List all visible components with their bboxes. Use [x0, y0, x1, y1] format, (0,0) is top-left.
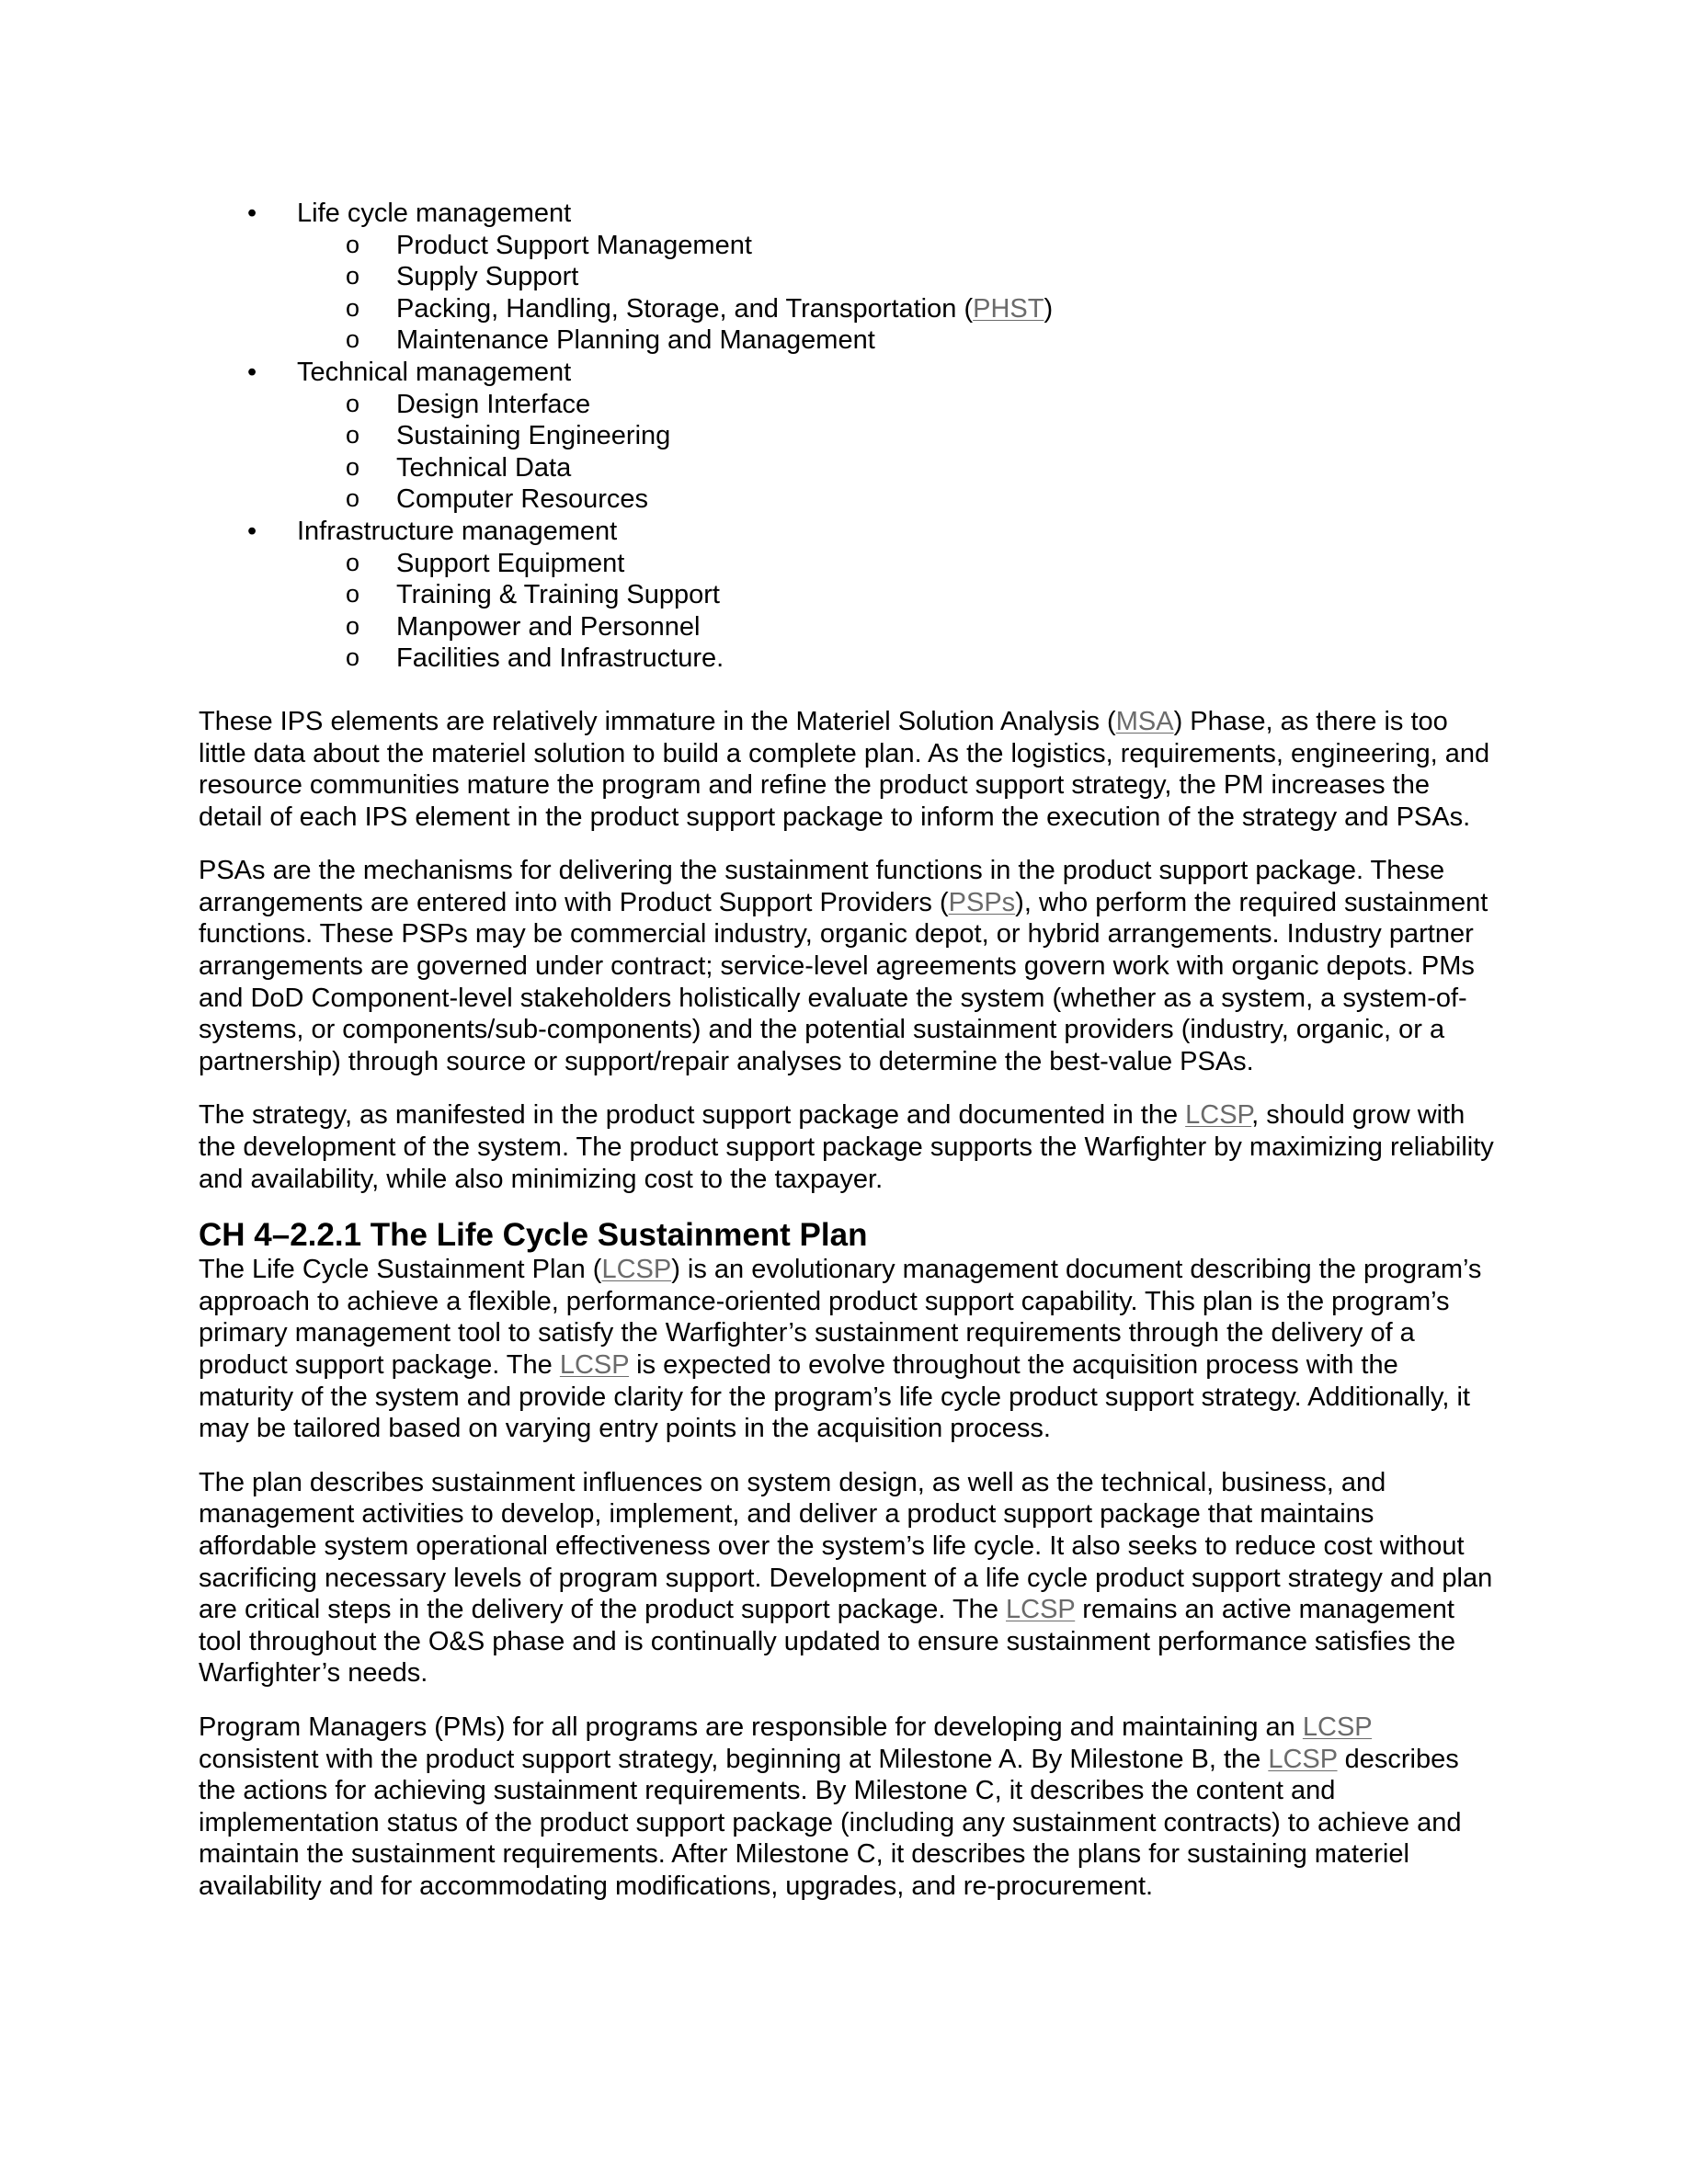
sub-bullet-icon: o [346, 293, 360, 322]
paragraph-text: describes the actions for achieving sustainment requirements. By Milestone C, it describes the content and implementation status of the product support package (including any sustainment contracts) to achieve and maintain the sustainment requirements. After Milestone C, it describes the plans for sustaining materiel availability and for accommodating modifications, upgrades, and re-procurement. [199, 1744, 1462, 1901]
sub-bullet-icon: o [346, 643, 360, 672]
sub-item-text: Supply Support [396, 262, 579, 292]
sub-item-text: ) [1044, 293, 1054, 324]
paragraph-strategy [199, 1099, 1495, 1195]
bullet-label: Technical management [297, 357, 572, 387]
sub-item-text: Product Support Management [396, 230, 752, 260]
bullet-label: Infrastructure management [297, 516, 618, 546]
paragraph-text: Program Managers (PMs) for all programs are responsible for developing and maintaining an [199, 1712, 1303, 1742]
sub-item [297, 643, 1495, 675]
bullet-label: Life cycle management [297, 199, 572, 228]
sub-item-text: Computer Resources [396, 484, 648, 515]
sub-item [297, 261, 1495, 293]
sub-item [297, 452, 1495, 484]
sub-item-text: Packing, Handling, Storage, and Transportation ( [396, 293, 974, 324]
page-content [199, 198, 1495, 1903]
lcsp-link[interactable]: LCSP [1185, 1100, 1252, 1131]
sub-item [297, 548, 1495, 580]
bullet-icon: • [247, 516, 257, 546]
bullet-icon: • [247, 199, 257, 228]
paragraph-text: , should grow with the development of the system. The product support package supports the Warfighter by maximizing reliability and availability, while also minimizing cost to the taxpayer. [199, 1100, 1494, 1194]
paragraph-text: These IPS elements are relatively immature in the Materiel Solution Analysis ( [199, 706, 1116, 736]
sub-item [297, 293, 1495, 325]
lcsp-link[interactable]: LCSP [1268, 1744, 1338, 1774]
sublist-technical [297, 389, 1495, 516]
paragraph-text: ), who perform the required sustainment functions. These PSPs may be commercial industry, organic depot, or hybrid arrangements. Industry partner arrangements are governed under contract; service-level agreements govern work with organic depots. PMs and DoD Component-level stakeholders holistically evaluate the system (whether as a system, a system-of-systems, or components/sub-components) and the potential sustainment providers (industry, organic, or a partnership) through source or support/repair analyses to determine the best-value PSAs. [199, 887, 1488, 1076]
sub-bullet-icon: o [346, 325, 360, 354]
sub-bullet-icon: o [346, 548, 360, 576]
sub-bullet-icon: o [346, 580, 360, 609]
sub-item [297, 389, 1495, 421]
section-heading: CH 4–2.2.1 The Life Cycle Sustainment Plan [199, 1217, 868, 1254]
sub-item [297, 483, 1495, 516]
sublist-life-cycle [297, 230, 1495, 357]
sub-item [297, 579, 1495, 611]
sub-item-text: Training & Training Support [396, 580, 720, 610]
sub-bullet-icon: o [346, 452, 360, 481]
bullet-infrastructure-management [199, 516, 1495, 675]
msa-link[interactable]: MSA [1115, 706, 1174, 736]
sub-item-text: Support Equipment [396, 548, 625, 578]
paragraph-text: ) is an evolutionary management document describing the program’s approach to achieve a flexible, performance-oriented product support capability. This plan is the program’s primary management tool to satisfy the Warfighter’s sustainment requirements through the delivery of a product support package. The [199, 1255, 1482, 1380]
psps-link[interactable]: PSPs [948, 887, 1016, 917]
paragraph-plan-describes [199, 1467, 1495, 1689]
sub-item [297, 324, 1495, 357]
lcsp-link[interactable]: LCSP [1302, 1712, 1373, 1742]
paragraph-text: consistent with the product support strategy, beginning at Milestone A. By Milestone B, the [199, 1744, 1269, 1774]
paragraph-text: remains an active management tool throughout the O&S phase and is continually updated to ensure sustainment performance satisfies the Warfighter’s needs. [199, 1595, 1456, 1689]
paragraph-text: The plan describes sustainment influences on system design, as well as the technical, business, and management activities to develop, implement, and deliver a product support package that maintains affordable system operational effectiveness over the system’s life cycle. It also seeks to reduce cost without sacrificing necessary levels of program support. Development of a life cycle product support strategy and plan are critical steps in the delivery of the product support package. The [199, 1467, 1493, 1625]
sub-item [297, 611, 1495, 643]
ips-element-list [199, 198, 1495, 675]
paragraph-text: is expected to evolve throughout the acquisition process with the maturity of the system and provide clarity for the program’s life cycle product support strategy. Additionally, it may be tailored based on varying entry points in the acquisition process. [199, 1350, 1470, 1444]
sub-item-text: Design Interface [396, 389, 591, 419]
paragraph-psas [199, 855, 1495, 1077]
sub-bullet-icon: o [346, 230, 360, 258]
sub-bullet-icon: o [346, 611, 360, 640]
bullet-technical-management [199, 357, 1495, 516]
bullet-icon: • [247, 357, 257, 387]
lcsp-link[interactable]: LCSP [601, 1255, 672, 1285]
sub-item-text: Technical Data [396, 452, 572, 483]
paragraph-lcsp-intro [199, 1254, 1495, 1445]
bullet-life-cycle-management [199, 198, 1495, 357]
sub-item-text: Sustaining Engineering [396, 421, 671, 451]
paragraph-text: The strategy, as manifested in the product support package and documented in the [199, 1100, 1186, 1131]
sub-item [297, 420, 1495, 452]
paragraph-text: PSAs are the mechanisms for delivering the sustainment functions in the product support package. These arrangements are entered into with Product Support Providers ( [199, 856, 1445, 917]
phst-link[interactable]: PHST [973, 293, 1044, 324]
sub-item-text: Facilities and Infrastructure. [396, 643, 724, 674]
sub-item-text: Maintenance Planning and Management [396, 325, 875, 356]
sub-item [297, 230, 1495, 262]
lcsp-link[interactable]: LCSP [559, 1350, 630, 1380]
sub-bullet-icon: o [346, 421, 360, 449]
paragraph-ips-maturity [199, 706, 1495, 833]
lcsp-link[interactable]: LCSP [1006, 1595, 1076, 1625]
sub-bullet-icon: o [346, 262, 360, 290]
sub-bullet-icon: o [346, 484, 360, 513]
sub-item-text: Manpower and Personnel [396, 611, 701, 642]
paragraph-program-managers [199, 1712, 1495, 1903]
paragraph-text: The Life Cycle Sustainment Plan ( [199, 1255, 602, 1285]
paragraph-text: ) Phase, as there is too little data about the materiel solution to build a complete plan. As the logistics, requirements, engineering, and resource communities mature the program and refine the product support strategy, the PM increases the detail of each IPS element in the product support package to inform the execution of the strategy and PSAs. [199, 706, 1490, 832]
sub-bullet-icon: o [346, 389, 360, 417]
sublist-infrastructure [297, 548, 1495, 675]
